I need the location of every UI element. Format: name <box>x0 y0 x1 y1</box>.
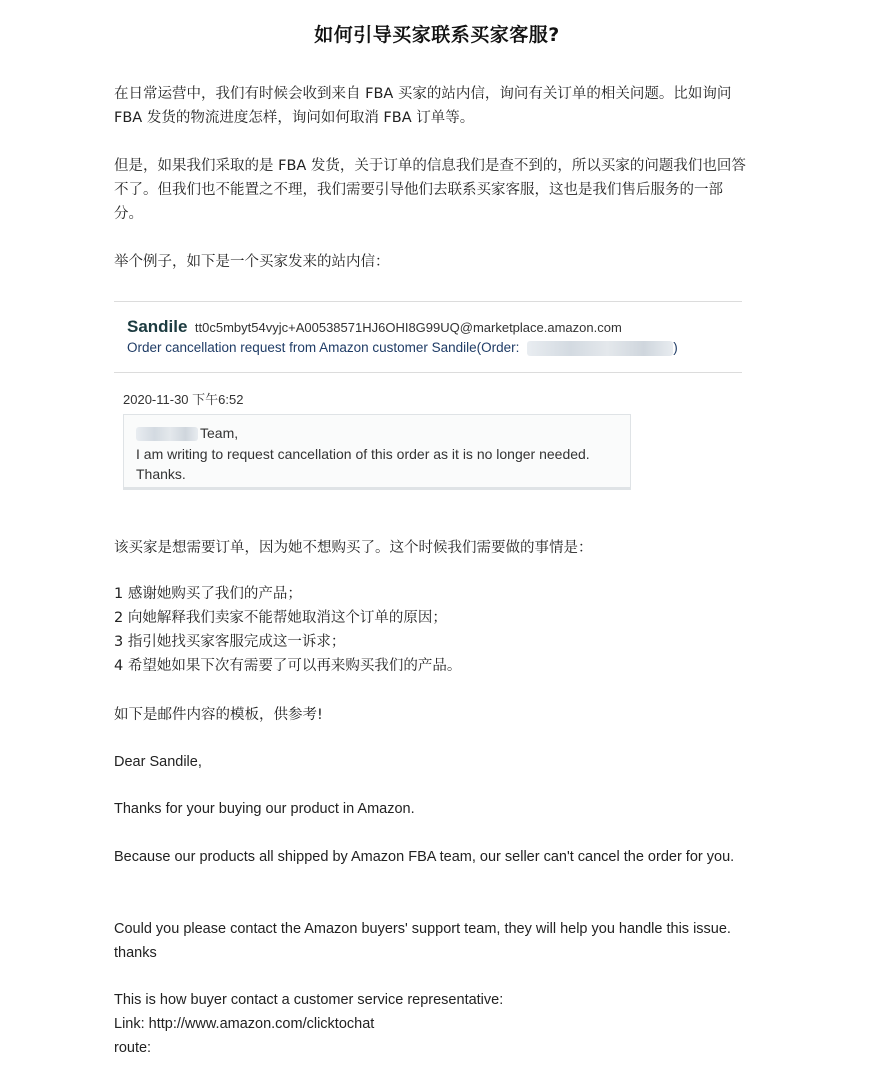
email-sender <box>127 317 622 337</box>
sender-email[interactable]: tt0c5mbyt54vyjc+A00538571HJ6OHI8G99UQ@marketplace.amazon.com <box>194 320 622 335</box>
email-subject <box>127 340 678 356</box>
fba-paragraph: 但是，如果我们采取的是 FBA 发货，关于订单的信息我们是查不到的，所以买家的问题我们也回答不了。但我们也不能置之不理，我们需要引导他们去联系买家客服，这也是我们售后服务的一部分。 <box>114 158 746 222</box>
subject-prefix: Order cancellation request from Amazon customer Sandile(Order: <box>127 340 520 355</box>
message-body-line: I am writing to request cancellation of this order as it is no longer needed. <box>136 445 590 462</box>
template-howto: This is how buyer contact a customer service representative: <box>114 992 504 1008</box>
template-intro: 如下是邮件内容的模板，供参考! <box>114 707 323 723</box>
subject-suffix: ) <box>673 340 678 355</box>
template-route: route: <box>114 1040 152 1056</box>
step-item: 2 向她解释我们卖家不能帮她取消这个订单的原因； <box>114 610 447 626</box>
intro-paragraph: 在日常运营中，我们有时候会收到来自 FBA 买家的站内信，询问有关订单的相关问题。比如询问 FBA 发货的物流进度怎样，询问如何取消 FBA 订单等。 <box>114 86 732 126</box>
article-title: 如何引导买家联系买家客服? <box>314 24 560 46</box>
greeting-text: Team, <box>200 425 239 441</box>
redacted-order-id <box>527 341 673 356</box>
message-box <box>123 414 631 490</box>
steps-list <box>114 582 750 678</box>
template-link[interactable]: Link: http://www.amazon.com/clicktochat <box>114 1016 375 1032</box>
sender-name: Sandile <box>127 317 188 336</box>
template-thanks: Thanks for your buying our product in Amazon. <box>114 801 415 817</box>
message-greeting <box>136 423 630 444</box>
template-request: Could you please contact the Amazon buyers' support team, they will help you handle this issue. thanks <box>114 921 731 961</box>
situation-paragraph: 该买家是想需要订单，因为她不想购买了。这个时候我们需要做的事情是： <box>114 540 593 556</box>
redacted-store-name <box>136 427 198 441</box>
example-intro: 举个例子，如下是一个买家发来的站内信： <box>114 254 390 270</box>
email-divider-top <box>114 301 742 302</box>
step-item: 1 感谢她购买了我们的产品； <box>114 586 302 602</box>
template-greeting: Dear Sandile, <box>114 754 202 770</box>
email-date: 2020-11-30 下午6:52 <box>123 392 244 407</box>
step-item: 4 希望她如果下次有需要了可以再来购买我们的产品。 <box>114 658 462 674</box>
email-divider-bottom <box>114 372 742 373</box>
template-reason: Because our products all shipped by Amazon FBA team, our seller can't cancel the order for you. <box>114 849 735 865</box>
message-thanks: Thanks. <box>136 466 186 482</box>
step-item: 3 指引她找买家客服完成这一诉求； <box>114 634 346 650</box>
